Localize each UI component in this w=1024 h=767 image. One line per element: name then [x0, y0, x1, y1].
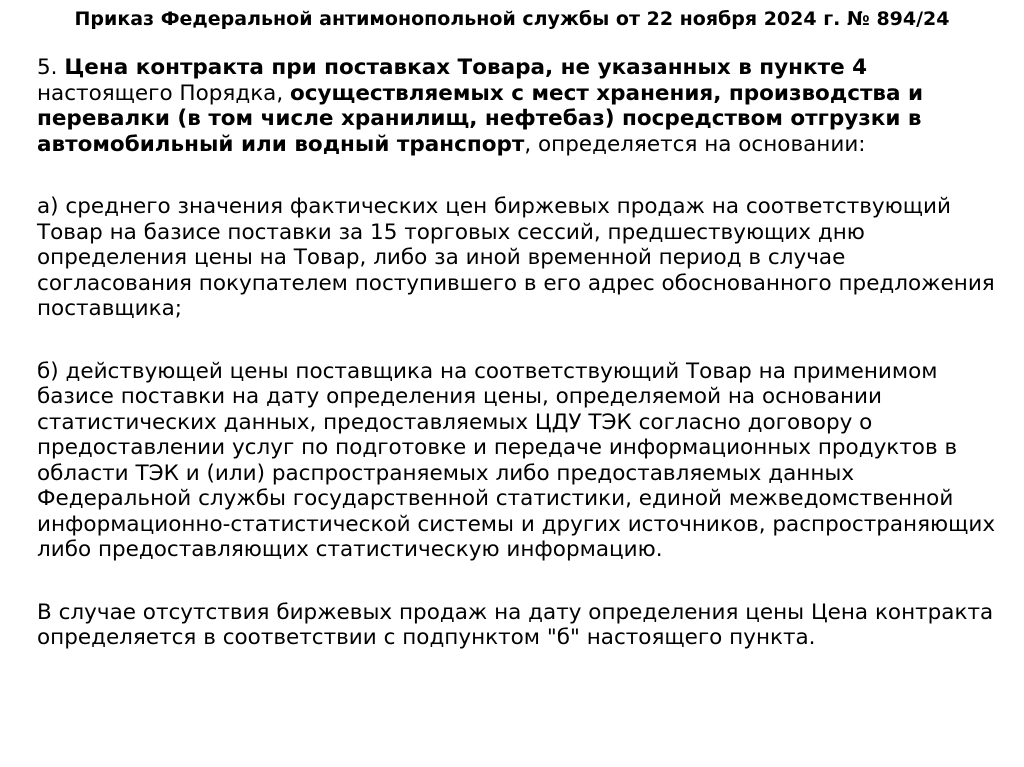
slide-content: [37, 55, 1007, 651]
paragraph-5: [37, 55, 1007, 157]
paragraph-5-bold-1: Цена контракта при поставках Товара, не указанных в пункте 4: [64, 55, 868, 80]
paragraph-5-text-1: настоящего Порядка,: [37, 80, 291, 106]
paragraph-conclusion: В случае отсутствия биржевых продаж на дату определения цены Цена контракта определяется в соответствии с подпунктом "б" настоящего пункта.: [37, 599, 994, 650]
paragraph-b: б) действующей цены поставщика на соответствующий Товар на применимом базисе поставки на дату определения цены, определяемой на основании статистических данных, предоставляемых ЦДУ ТЭК согласно договору о предоставлении услуг по подготовке и передаче информационных продуктов в области ТЭК и (или) распространяемых либо предоставляемых данных Федеральной службы государственной статистики, единой межведомственной информационно-статистической системы и других источников, распространяющих либо предоставляющих статистическую информацию.: [37, 358, 996, 562]
paragraph-a: а) среднего значения фактических цен биржевых продаж на соответствующий Товар на базисе поставки за 15 торговых сессий, предшествующих дню определения цены на Товар, либо за иной временной период в случае согласования покупателем поступившего в его адрес обоснованного предложения поставщика;: [37, 194, 995, 321]
paragraph-5-number: 5.: [37, 55, 65, 80]
slide-title: Приказ Федеральной антимонопольной службы от 22 ноября 2024 г. № 894/24: [74, 8, 950, 30]
paragraph-5-bold-2: осуществляемых с мест хранения, производства и перевалки (в том числе хранилищ, нефтебаз) посредством отгрузки в автомобильный или водный транспорт: [37, 80, 924, 157]
paragraph-5-text-2: , определяется на основании:: [524, 131, 866, 157]
